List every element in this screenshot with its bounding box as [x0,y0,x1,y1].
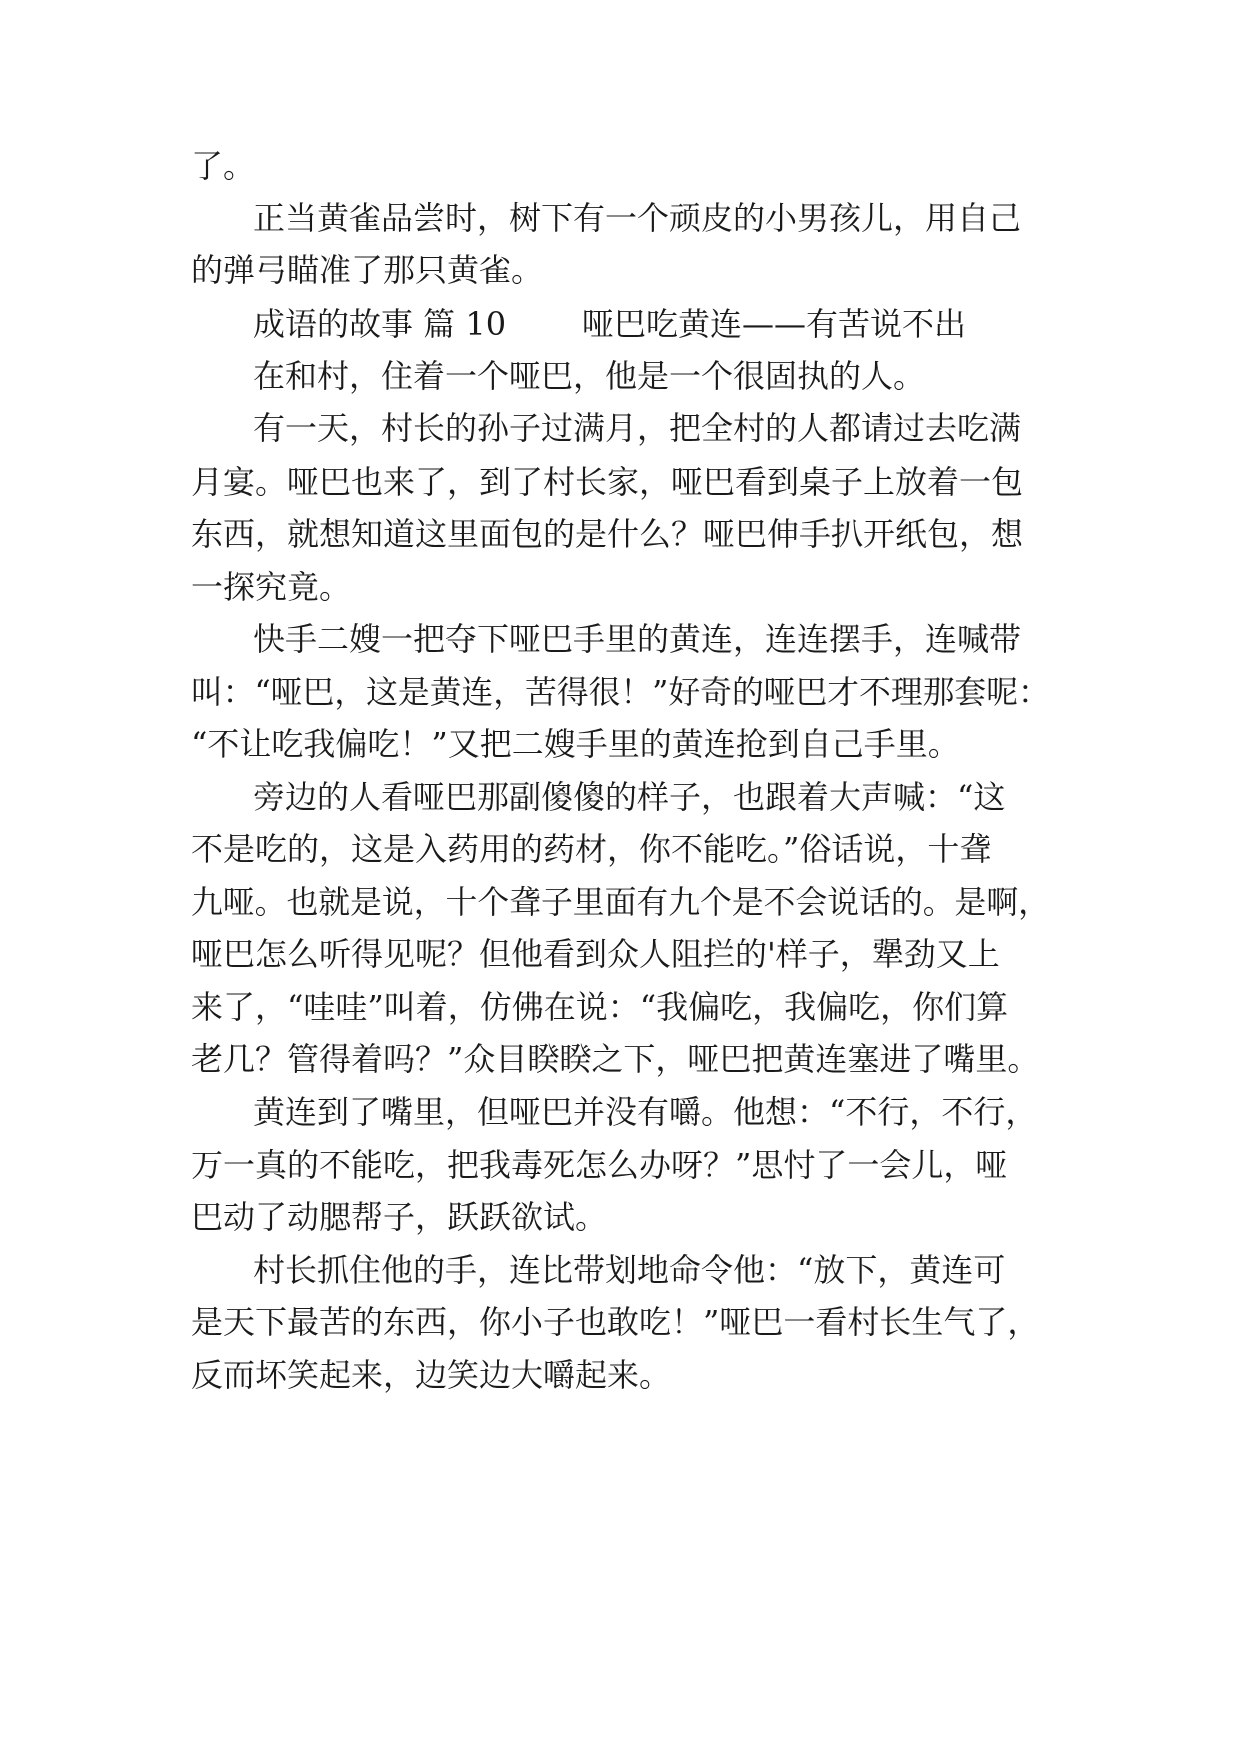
paragraph-first-line: 正当黄雀品尝时，树下有一个顽皮的小男孩儿，用自己 [253,199,1022,237]
text-line: 的弹弓瞄准了那只黄雀。 [191,251,544,289]
paragraph-first-line: 旁边的人看哑巴那副傻傻的样子，也跟着大声喊：“这 [253,778,1006,816]
text-line: 巴动了动腮帮子，跃跃欲试。 [191,1198,608,1236]
section-heading-subtitle: 哑巴吃黄连——有苦说不出 [582,305,967,343]
paragraph-first-line: 在和村，住着一个哑巴，他是一个很固执的人。 [253,357,926,395]
text-line: 老几？管得着吗？”众目睽睽之下，哑巴把黄连塞进了嘴里。 [191,1040,1040,1078]
text-line: 叫：“哑巴，这是黄连，苦得很！”好奇的哑巴才不理那套呢： [191,673,1050,711]
text-line: 不是吃的，这是入药用的药材，你不能吃。”俗话说，十聋 [191,830,992,868]
text-line: 哑巴怎么听得见呢？但他看到众人阻拦的'样子，犟劲又上 [191,935,1000,973]
text-line: 九哑。也就是说，十个聋子里面有九个是不会说话的。是啊， [191,883,1051,921]
text-line: 是天下最苦的东西，你小子也敢吃！”哑巴一看村长生气了， [191,1303,1040,1341]
text-line: 东西，就想知道这里面包的是什么？哑巴伸手扒开纸包，想 [191,515,1024,553]
text-line: “不让吃我偏吃！”又把二嫂手里的黄连抢到自己手里。 [191,725,960,763]
text-line: 月宴。哑巴也来了，到了村长家，哑巴看到桌子上放着一包 [191,463,1024,501]
text-line: 了。 [191,147,256,185]
paragraph-first-line: 村长抓住他的手，连比带划地命令他：“放下，黄连可 [253,1251,1006,1289]
text-line: 反而坏笑起来，边笑边大嚼起来。 [191,1356,672,1394]
paragraph-first-line: 黄连到了嘴里，但哑巴并没有嚼。他想：“不行，不行， [253,1093,1038,1131]
text-line: 来了，“哇哇”叫着，仿佛在说：“我偏吃，我偏吃，你们算 [191,988,1009,1026]
section-heading-title: 成语的故事 篇 10 [253,305,507,343]
text-line: 万一真的不能吃，把我毒死怎么办呀？”思忖了一会儿，哑 [191,1146,1008,1184]
paragraph-first-line: 快手二嫂一把夺下哑巴手里的黄连，连连摆手，连喊带 [253,620,1022,658]
paragraph-first-line: 有一天，村长的孙子过满月，把全村的人都请过去吃满 [253,409,1022,447]
text-line: 一探究竟。 [191,568,352,606]
